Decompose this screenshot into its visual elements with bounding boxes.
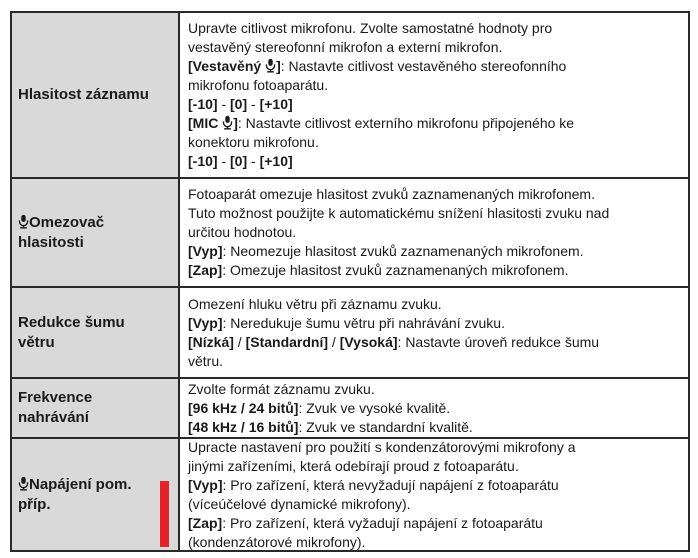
term-line — [18, 408, 174, 428]
settings-table — [10, 11, 690, 552]
text-segment: Zvolte formát záznamu zvuku. — [188, 380, 375, 397]
term-line — [18, 388, 174, 408]
text-segment: ] — [233, 115, 238, 131]
term-line — [18, 495, 174, 515]
text-segment: [+10] — [259, 96, 293, 112]
term-line — [18, 333, 174, 353]
text-segment: - — [217, 96, 231, 112]
text-segment: hlasitosti — [18, 233, 84, 251]
mic-icon — [18, 214, 29, 229]
text-segment: [Zap] — [188, 514, 223, 531]
text-segment: : Omezuje hlasitost zvuků zaznamenaných mikrofonem. — [222, 262, 569, 278]
text-segment: Fotoaparát omezuje hlasitost zvuků zaznamenaných mikrofonem. — [188, 186, 595, 202]
mic-icon — [265, 58, 276, 73]
desc-line — [188, 333, 682, 352]
desc-line — [188, 185, 682, 204]
desc-line — [188, 95, 682, 114]
text-segment: jinými zařízeními, která odebírají proud z fotoaparátu. — [188, 457, 519, 474]
desc-line — [188, 476, 682, 495]
text-segment: Upravte citlivost mikrofonu. Zvolte samostatné hodnoty pro — [188, 20, 553, 36]
desc-line — [188, 204, 682, 223]
term-line — [18, 475, 174, 495]
desc-line — [188, 242, 682, 261]
text-segment: Frekvence — [18, 389, 93, 406]
text-segment: [+10] — [259, 153, 293, 169]
term-cell-redukce-sumu-vetru — [12, 288, 180, 377]
text-segment: [MIC — [188, 115, 223, 131]
text-segment: - — [247, 96, 260, 112]
text-segment: : Pro zařízení, která vyžadují napájení z fotoaparátu — [222, 514, 543, 531]
text-segment: / — [233, 333, 246, 350]
desc-line — [188, 261, 682, 280]
text-segment: [Vestavěný — [188, 58, 266, 74]
text-segment: příp. — [18, 495, 51, 513]
text-segment: větru — [18, 333, 55, 351]
desc-line — [188, 152, 682, 171]
desc-cell-omezovac-hlasitosti — [180, 179, 688, 286]
text-segment: ] — [276, 58, 281, 74]
term-line — [18, 213, 174, 233]
mic-icon — [222, 115, 233, 130]
text-segment: [0] — [230, 153, 248, 169]
text-segment: Napájení pom. — [29, 475, 132, 493]
table-row-napajeni-pom-prip — [12, 437, 688, 550]
term-cell-hlasitost-zaznamu — [12, 13, 180, 177]
table-row-hlasitost-zaznamu — [12, 13, 688, 177]
term-cell-omezovac-hlasitosti — [12, 179, 180, 286]
text-segment: : Nastavte citlivost externího mikrofonu připojeného ke — [237, 115, 575, 131]
desc-line — [188, 19, 682, 38]
text-segment: Omezení hluku větru při záznamu zvuku. — [188, 295, 442, 312]
text-segment: [48 kHz / 16 bitů] — [188, 418, 299, 435]
text-segment: Hlasitost záznamu — [18, 86, 149, 103]
desc-line — [188, 295, 682, 314]
text-segment: Omezovač — [29, 213, 105, 231]
desc-cell-redukce-sumu-vetru — [180, 288, 688, 377]
desc-line — [188, 533, 682, 552]
desc-line — [188, 76, 682, 95]
text-segment: [Zap] — [188, 262, 223, 278]
desc-line — [188, 114, 682, 133]
text-segment: : Pro zařízení, která nevyžadují napájení z fotoaparátu — [222, 476, 559, 493]
text-segment: [Vysoká] — [339, 333, 398, 350]
text-segment: (víceúčelové dynamické mikrofony). — [188, 495, 411, 512]
desc-line — [188, 514, 682, 533]
text-segment: Tuto možnost použijte k automatickému snížení hlasitosti zvuku nad — [188, 205, 610, 221]
desc-line — [188, 418, 682, 437]
table-row-omezovac-hlasitosti — [12, 177, 688, 286]
text-segment: vestavěný stereofonní mikrofon a externí mikrofon. — [188, 39, 503, 55]
text-segment: nahrávání — [18, 409, 89, 426]
desc-cell-frekvence-nahravani — [180, 379, 688, 437]
text-segment: mikrofonu fotoaparátu. — [188, 77, 329, 93]
text-segment: Redukce šumu — [18, 313, 125, 331]
term-line — [18, 233, 174, 253]
text-segment: (kondenzátorové mikrofony). — [188, 533, 366, 550]
desc-line — [188, 438, 682, 457]
text-segment: - — [217, 153, 231, 169]
text-segment: konektoru mikrofonu. — [188, 134, 319, 150]
text-segment: - — [247, 153, 260, 169]
term-cell-frekvence-nahravani — [12, 379, 180, 437]
text-segment: určitou hodnotou. — [188, 224, 297, 240]
text-segment: : Nastavte citlivost vestavěného stereofonního — [280, 58, 567, 74]
desc-line — [188, 380, 682, 399]
term-line — [18, 313, 174, 333]
text-segment: [96 kHz / 24 bitů] — [188, 399, 299, 416]
text-segment: : Neomezuje hlasitost zvuků zaznamenaných mikrofonem. — [222, 243, 584, 259]
text-segment: [Vyp] — [188, 476, 223, 493]
text-segment: [0] — [230, 96, 248, 112]
text-segment: [Vyp] — [188, 314, 223, 331]
table-row-redukce-sumu-vetru — [12, 286, 688, 377]
desc-line — [188, 314, 682, 333]
desc-line — [188, 133, 682, 152]
text-segment: : Zvuk ve vysoké kvalitě. — [298, 399, 451, 416]
term-cell-napajeni-pom-prip — [12, 439, 180, 550]
desc-line — [188, 352, 682, 371]
desc-line — [188, 457, 682, 476]
term-line — [18, 85, 174, 105]
desc-line — [188, 223, 682, 242]
red-marker-bar — [160, 481, 169, 547]
text-segment: [Nízká] — [188, 333, 234, 350]
desc-cell-napajeni-pom-prip — [180, 439, 688, 550]
mic-icon — [18, 476, 29, 491]
text-segment: / — [328, 333, 340, 350]
desc-cell-hlasitost-zaznamu — [180, 13, 688, 177]
desc-line — [188, 495, 682, 514]
text-segment: [-10] — [188, 153, 218, 169]
text-segment: [Vyp] — [188, 243, 223, 259]
text-segment: větru. — [188, 352, 224, 369]
desc-line — [188, 399, 682, 418]
text-segment: Upracte nastavení pro použití s kondenzátorovými mikrofony a — [188, 438, 576, 455]
text-segment: [-10] — [188, 96, 218, 112]
text-segment: : Nastavte úroveň redukce šumu — [397, 333, 600, 350]
desc-line — [188, 57, 682, 76]
text-segment: : Neredukuje šumu větru při nahrávání zvuku. — [222, 314, 505, 331]
table-row-frekvence-nahravani — [12, 377, 688, 437]
desc-line — [188, 38, 682, 57]
text-segment: : Zvuk ve standardní kvalitě. — [298, 418, 473, 435]
text-segment: [Standardní] — [245, 333, 329, 350]
